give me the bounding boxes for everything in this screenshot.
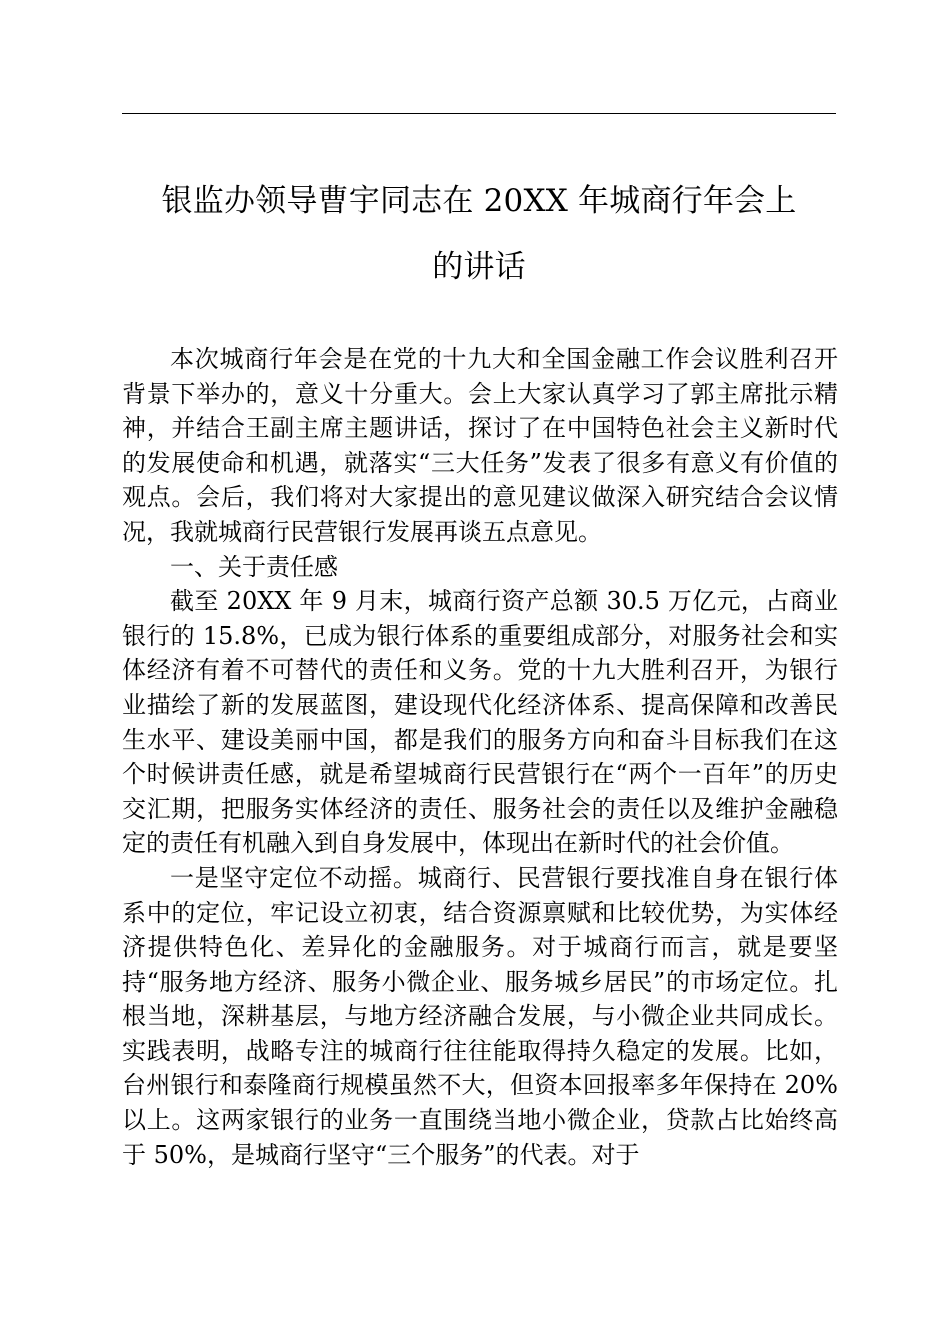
section-heading-responsibility: 一、关于责任感 [170, 552, 338, 581]
document-body [122, 342, 838, 1172]
title-line-1: 银监办领导曹宇同志在 20XX 年城商行年会上 [161, 183, 797, 219]
paragraph-positioning: 一是坚守定位不动摇。城商行、民营银行要找准自身在银行体系中的定位，牢记设立初衷，结合资源禀赋和比较优势，为实体经济提供特色化、差异化的金融服务。对于城商行而言，就是要坚持“服务地方经济、服务小微企业、服务城乡居民”的市场定位。扎根当地，深耕基层，与地方经济融合发展，与小微企业共同成长。实践表明，战略专注的城商行往往能取得持久稳定的发展。比如，台州银行和泰隆商行规模虽然不大，但资本回报率多年保持在 20%以上。这两家银行的业务一直围绕当地小微企业，贷款占比始终高于 50%，是城商行坚守“三个服务”的代表。对于 [122, 863, 838, 1169]
document-title [122, 168, 836, 300]
paragraph-intro: 本次城商行年会是在党的十九大和全国金融工作会议胜利召开背景下举办的，意义十分重大。会上大家认真学习了郭主席批示精神，并结合王副主席主题讲话，探讨了在中国特色社会主义新时代的发展使命和机遇，就落实“三大任务”发表了很多有意义有价值的观点。会后，我们将对大家提出的意见建议做深入研究结合会议情况，我就城商行民营银行发展再谈五点意见。 [122, 345, 838, 546]
title-line-2: 的讲话 [432, 249, 526, 285]
header-rule [122, 113, 836, 114]
paragraph-responsibility: 截至 20XX 年 9 月末，城商行资产总额 30.5 万亿元，占商业银行的 15.8%，已成为银行体系的重要组成部分，对服务社会和实体经济有着不可替代的责任和义务。党的十九大胜利召开，为银行业描绘了新的发展蓝图，建设现代化经济体系、提高保障和改善民生水平、建设美丽中国，都是我们的服务方向和奋斗目标我们在这个时候讲责任感，就是希望城商行民营银行在“两个一百年”的历史交汇期，把服务实体经济的责任、服务社会的责任以及维护金融稳定的责任有机融入到自身发展中，体现出在新时代的社会价值。 [122, 587, 838, 858]
